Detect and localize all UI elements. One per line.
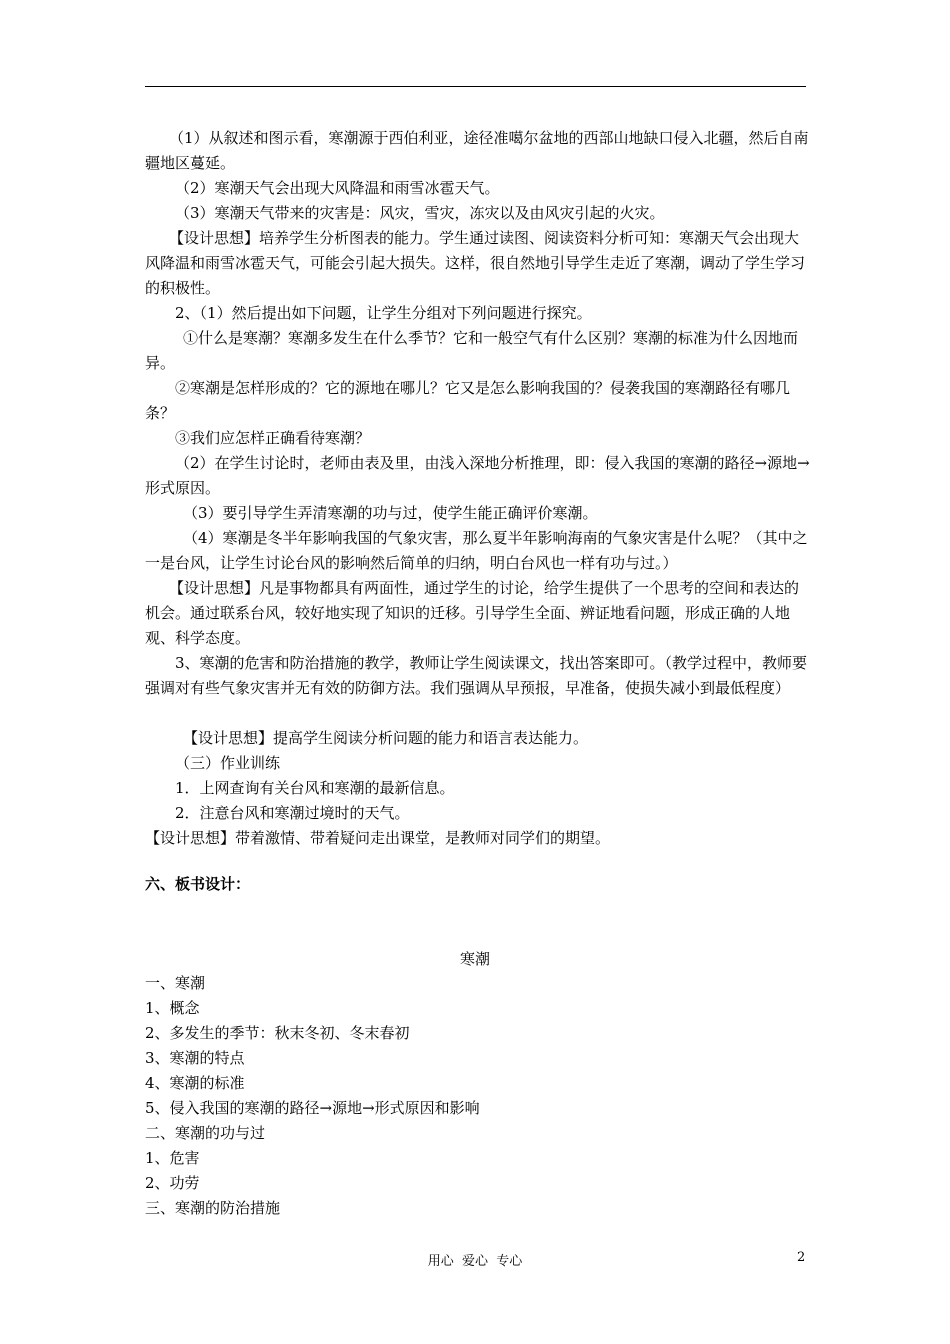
paragraph-5: （2）在学生讨论时，老师由表及里，由浅入深地分析推理，即：侵入我国的寒潮的路径→源地→形式原因。 (145, 454, 810, 497)
board-line: 2、多发生的季节：秋末冬初、冬末春初 (145, 1024, 410, 1042)
header-rule (145, 86, 806, 87)
paragraph-1: （1）从叙述和图示看，寒潮源于西伯利亚，途径准噶尔盆地的西部山地缺口侵入北疆，然后自南疆地区蔓延。 (145, 129, 809, 172)
homework-heading: （三）作业训练 (175, 754, 281, 772)
page-number: 2 (797, 1250, 806, 1265)
board-line: 2、功劳 (145, 1174, 200, 1192)
board-line: 5、侵入我国的寒潮的路径→源地→形式原因和影响 (145, 1099, 480, 1117)
question-1: ①什么是寒潮？寒潮多发生在什么季节？它和一般空气有什么区别？寒潮的标准为什么因地而异。 (145, 329, 799, 372)
paragraph-4: 2、（1）然后提出如下问题，让学生分组对下列问题进行探究。 (175, 304, 592, 322)
board-line: 1、危害 (145, 1149, 200, 1167)
paragraph-2: （2）寒潮天气会出现大风降温和雨雪冰雹天气。 (175, 179, 500, 197)
board-line: 二、寒潮的功与过 (145, 1124, 266, 1142)
design-thought-4: 【设计思想】带着激情、带着疑问走出课堂，是教师对同学们的期望。 (145, 829, 611, 847)
question-2: ②寒潮是怎样形成的？它的源地在哪儿？它又是怎么影响我国的？侵袭我国的寒潮路径有哪几条？ (145, 379, 791, 422)
design-thought-1: 【设计思想】培养学生分析图表的能力。学生通过读图、阅读资料分析可知：寒潮天气会出现大风降温和雨雪冰雹天气，可能会引起大损失。这样，很自然地引导学生走近了寒潮，调动了学生学习的积极性。 (145, 229, 806, 297)
paragraph-6: （3）要引导学生弄清寒潮的功与过，使学生能正确评价寒潮。 (183, 504, 598, 522)
board-line: 一、寒潮 (145, 974, 206, 992)
board-line: 4、寒潮的标准 (145, 1074, 245, 1092)
question-3: ③我们应怎样正确看待寒潮？ (175, 429, 371, 447)
design-thought-3: 【设计思想】提高学生阅读分析问题的能力和语言表达能力。 (183, 729, 589, 747)
board-line: 1、概念 (145, 999, 200, 1017)
board-line: 3、寒潮的特点 (145, 1049, 245, 1067)
board-line: 三、寒潮的防治措施 (145, 1199, 281, 1217)
paragraph-7: （4）寒潮是冬半年影响我国的气象灾害，那么夏半年影响海南的气象灾害是什么呢？（其中之一是台风，让学生讨论台风的影响然后简单的归纳，明白台风也一样有功与过。） (145, 529, 808, 572)
footer-motto: 用心 爱心 专心 (427, 1254, 523, 1269)
board-title: 寒潮 (459, 950, 490, 968)
homework-item-2: 2．注意台风和寒潮过境时的天气。 (175, 804, 410, 822)
design-thought-2: 【设计思想】凡是事物都具有两面性，通过学生的讨论，给学生提供了一个思考的空间和表达的机会。通过联系台风，较好地实现了知识的迁移。引导学生全面、辨证地看问题，形成正确的人地观、科学态度。 (145, 579, 800, 647)
section-heading: 六、板书设计： (145, 875, 251, 893)
paragraph-8: 3、寒潮的危害和防治措施的教学，教师让学生阅读课文，找出答案即可。（教学过程中，教师要强调对有些气象灾害并无有效的防御方法。我们强调从早预报，早准备，使损失减小到最低程度） (145, 654, 808, 697)
homework-item-1: 1．上网查询有关台风和寒潮的最新信息。 (175, 779, 455, 797)
paragraph-3: （3）寒潮天气带来的灾害是：风灾，雪灾，冻灾以及由风灾引起的火灾。 (175, 204, 665, 222)
